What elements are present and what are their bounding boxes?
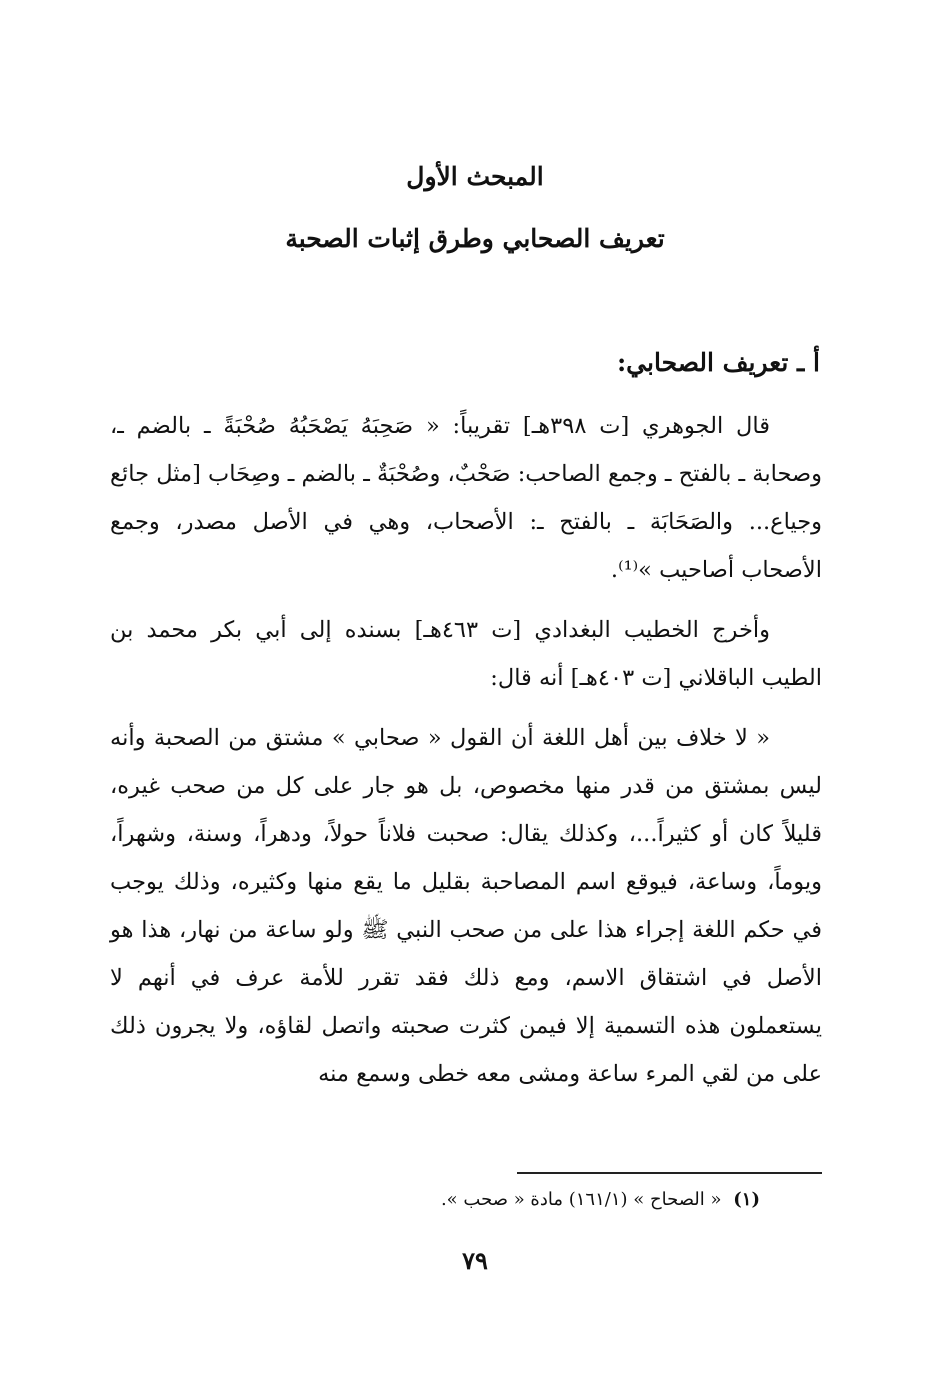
footnote	[441, 1183, 760, 1217]
paragraph-baqillani-quote: « لا خلاف بين أهل اللغة أن القول « صحابي » مشتق من الصحبة وأنه ليس بمشتق من قدر منها مخصوص، بل هو جار على كل من صحب غيره، قليلاً كان أو كثيراً...، وكذلك يقال: صحبت فلاناً حولاً، ودهراً، وسنة، وشهراً، ويوماً، وساعة، فيوقع اسم المصاحبة بقليل ما يقع منها وكثيره، وذلك يوجب في حكم اللغة إجراء هذا على من صحب النبي ﷺ ولو ساعة من نهار، هذا هو الأصل في اشتقاق الاسم، ومع ذلك فقد تقرر للأمة عرف في أنهم لا يستعملون هذه التسمية إلا فيمن كثرت صحبته واتصل لقاؤه، ولا يجرون ذلك على من لقي المرء ساعة ومشى معه خطى وسمع منه	[110, 725, 822, 1087]
section-title: أ ـ تعريف الصحابي:	[616, 348, 820, 377]
chapter-title: المبحث الأول	[406, 162, 544, 191]
paragraph-jawhari-definition: قال الجوهري [ت ٣٩٨هـ] تقريباً: « صَحِبَهُ يَصْحَبُهُ صُحْبَةً ـ بالضم ـ، وصحابة ـ بالفتح ـ وجمع الصاحب: صَحْبٌ، وصُحْبَةٌ ـ بالضم ـ وصِحَاب [مثل جائع وجياع... والصَحَابَة ـ بالفتح ـ: الأصحاب، وهي في الأصل مصدر، وجمع الأصحاب أصاحيب »⁽¹⁾.	[110, 413, 822, 583]
footnote-separator	[517, 1172, 822, 1174]
page-number: ٧٩	[462, 1246, 488, 1275]
paragraph-khatib-narration: وأخرج الخطيب البغدادي [ت ٤٦٣هـ] بسنده إلى أبي بكر محمد بن الطيب الباقلاني [ت ٤٠٣هـ] أنه قال:	[110, 617, 822, 691]
chapter-subtitle: تعريف الصحابي وطرق إثبات الصحبة	[285, 224, 665, 253]
footnote-text: « الصحاح » (١٦١/١) مادة « صحب ».	[440, 1189, 722, 1210]
footnote-number: (١)	[733, 1189, 760, 1210]
